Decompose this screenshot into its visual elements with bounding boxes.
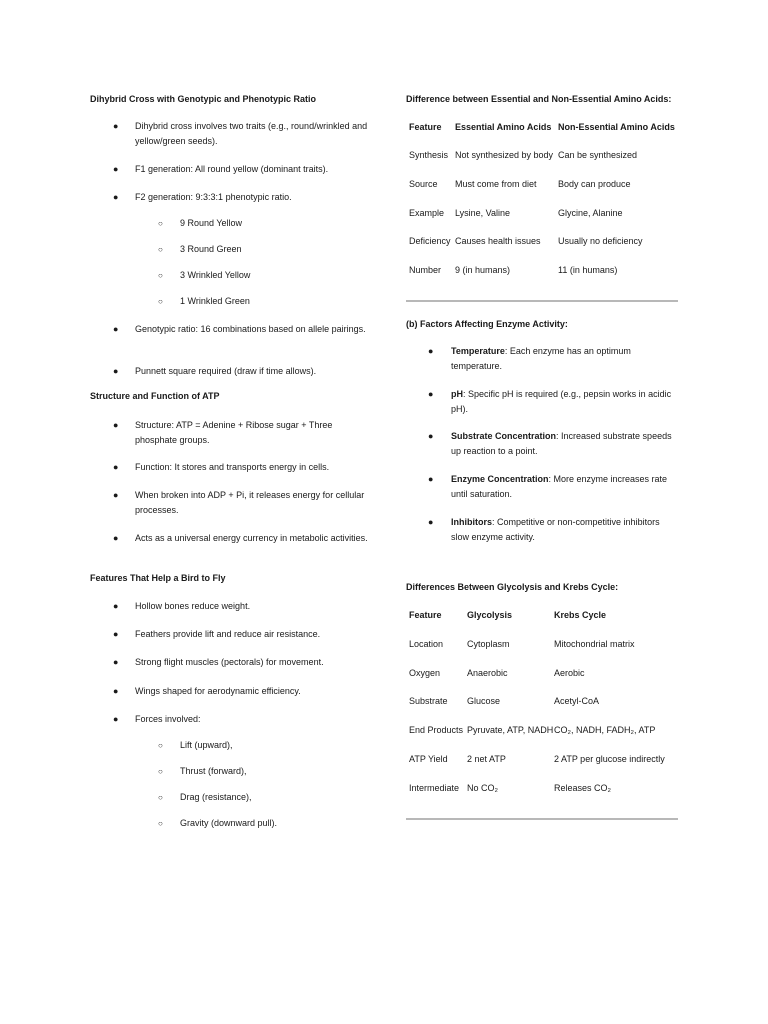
bullet-dot: ● [113, 490, 119, 500]
table-cell: Oxygen [409, 668, 441, 678]
bullet-dot: ● [113, 657, 119, 667]
table-cell: Location [409, 639, 444, 649]
term: Temperature [451, 346, 505, 356]
term: Inhibitors [451, 517, 492, 527]
table-cell: Aerobic [554, 668, 585, 678]
table-header: Feature [409, 122, 442, 132]
table-cell: Must come from diet [455, 179, 537, 189]
section-title-enzyme: (b) Factors Affecting Enzyme Activity: [406, 319, 568, 329]
bullet-dot: ● [428, 389, 434, 399]
bullet-dot: ● [428, 517, 434, 527]
table-cell: 2 net ATP [467, 754, 506, 764]
horizontal-divider [406, 300, 678, 302]
table-cell: 2 ATP per glucose indirectly [554, 754, 665, 764]
bullet-dot: ● [113, 629, 119, 639]
section-title-bird: Features That Help a Bird to Fly [90, 573, 226, 583]
list-item: Function: It stores and transports energy in cells. [135, 462, 330, 472]
list-item: Punnett square required (draw if time allows). [135, 366, 317, 376]
sub-list-item: 3 Wrinkled Yellow [180, 270, 251, 280]
table-cell: Mitochondrial matrix [554, 639, 635, 649]
table-cell: 9 (in humans) [455, 265, 511, 275]
list-item: Forces involved: [135, 714, 201, 724]
sub-bullet-circle: ○ [158, 297, 163, 306]
list-item: Hollow bones reduce weight. [135, 601, 251, 611]
bullet-dot: ● [428, 474, 434, 484]
section-title-amino-acids: Difference between Essential and Non-Essential Amino Acids: [406, 94, 672, 104]
bullet-dot: ● [113, 324, 119, 334]
section-title-atp: Structure and Function of ATP [90, 391, 220, 401]
table-header: Glycolysis [467, 610, 513, 620]
table-cell: Usually no deficiency [558, 236, 643, 246]
sub-list-item: Lift (upward), [180, 740, 233, 750]
list-item [451, 429, 679, 459]
table-cell: Cytoplasm [467, 639, 510, 649]
table-cell: Can be synthesized [558, 150, 638, 160]
sub-list-item: Thrust (forward), [180, 766, 247, 776]
table-cell: Glucose [467, 696, 501, 706]
bullet-dot: ● [113, 366, 119, 376]
sub-bullet-circle: ○ [158, 767, 163, 776]
term-description: : Specific pH is required (e.g., pepsin works in acidic pH). [451, 389, 672, 414]
bullet-dot: ● [113, 533, 119, 543]
bullet-dot: ● [113, 601, 119, 611]
table-header: Feature [409, 610, 442, 620]
term-description: : Competitive or non-competitive inhibitors slow enzyme activity. [451, 517, 660, 542]
table-cell: Anaerobic [467, 668, 508, 678]
list-item: F1 generation: All round yellow (dominant traits). [135, 164, 329, 174]
section-title-dihybrid: Dihybrid Cross with Genotypic and Phenotypic Ratio [90, 94, 317, 104]
list-item: Dihybrid cross involves two traits (e.g., round/wrinkled and yellow/green seeds). [135, 121, 368, 146]
list-item: Structure: ATP = Adenine + Ribose sugar + Three phosphate groups. [135, 420, 333, 445]
table-cell: Not synthesized by body [455, 150, 554, 160]
table-cell: Glycine, Alanine [558, 208, 623, 218]
sub-bullet-circle: ○ [158, 819, 163, 828]
term-description: : More enzyme increases rate until saturation. [451, 474, 668, 499]
list-item: Feathers provide lift and reduce air resistance. [135, 629, 321, 639]
table-header: Krebs Cycle [554, 610, 607, 620]
table-cell: 11 (in humans) [558, 265, 618, 275]
list-item: Wings shaped for aerodynamic efficiency. [135, 686, 301, 696]
sub-bullet-circle: ○ [158, 219, 163, 228]
bullet-dot: ● [113, 714, 119, 724]
table-cell: Lysine, Valine [455, 208, 511, 218]
term-description: : Increased substrate speeds up reaction to a point. [451, 431, 672, 456]
table-header: Essential Amino Acids [455, 122, 552, 132]
bullet-dot: ● [113, 462, 119, 472]
term-description: : Each enzyme has an optimum temperature. [451, 346, 631, 371]
list-item: Acts as a universal energy currency in metabolic activities. [135, 533, 368, 543]
table-cell: Deficiency [409, 236, 451, 246]
table-cell: Body can produce [558, 179, 631, 189]
table-cell: Synthesis [409, 150, 449, 160]
list-item: When broken into ADP + Pi, it releases energy for cellular processes. [135, 490, 365, 515]
term: pH [451, 389, 463, 399]
sub-list-item: 1 Wrinkled Green [180, 296, 250, 306]
list-item [451, 344, 679, 374]
term: Substrate Concentration [451, 431, 557, 441]
list-item [451, 515, 679, 545]
table-cell: Example [409, 208, 445, 218]
table-cell: CO₂, NADH, FADH₂, ATP [554, 725, 656, 735]
sub-bullet-circle: ○ [158, 741, 163, 750]
horizontal-divider [406, 818, 678, 820]
bullet-dot: ● [113, 686, 119, 696]
table-header: Non-Essential Amino Acids [558, 122, 675, 132]
table-cell: Causes health issues [455, 236, 541, 246]
section-title-glycolysis: Differences Between Glycolysis and Krebs Cycle: [406, 582, 619, 592]
table-cell: Number [409, 265, 442, 275]
table-cell: ATP Yield [409, 754, 448, 764]
sub-bullet-circle: ○ [158, 271, 163, 280]
table-cell: Source [409, 179, 438, 189]
table-cell: Releases CO₂ [554, 783, 612, 793]
sub-bullet-circle: ○ [158, 793, 163, 802]
sub-list-item: 9 Round Yellow [180, 218, 243, 228]
table-cell: Pyruvate, ATP, NADH [467, 725, 554, 735]
bullet-dot: ● [113, 164, 119, 174]
term: Enzyme Concentration [451, 474, 549, 484]
bullet-dot: ● [113, 121, 119, 131]
bullet-dot: ● [428, 346, 434, 356]
list-item [451, 387, 679, 417]
list-item [451, 472, 679, 502]
table-cell: No CO₂ [467, 783, 498, 793]
table-cell: Substrate [409, 696, 448, 706]
table-cell: End Products [409, 725, 464, 735]
sub-list-item: 3 Round Green [180, 244, 242, 254]
list-item: Strong flight muscles (pectorals) for movement. [135, 657, 324, 667]
sub-list-item: Drag (resistance), [180, 792, 252, 802]
list-item: Genotypic ratio: 16 combinations based on allele pairings. [135, 324, 366, 334]
sub-bullet-circle: ○ [158, 245, 163, 254]
bullet-dot: ● [113, 420, 119, 430]
sub-list-item: Gravity (downward pull). [180, 818, 278, 828]
list-item: F2 generation: 9:3:3:1 phenotypic ratio. [135, 192, 292, 202]
bullet-dot: ● [428, 431, 434, 441]
bullet-dot: ● [113, 192, 119, 202]
table-cell: Acetyl-CoA [554, 696, 600, 706]
table-cell: Intermediate [409, 783, 460, 793]
